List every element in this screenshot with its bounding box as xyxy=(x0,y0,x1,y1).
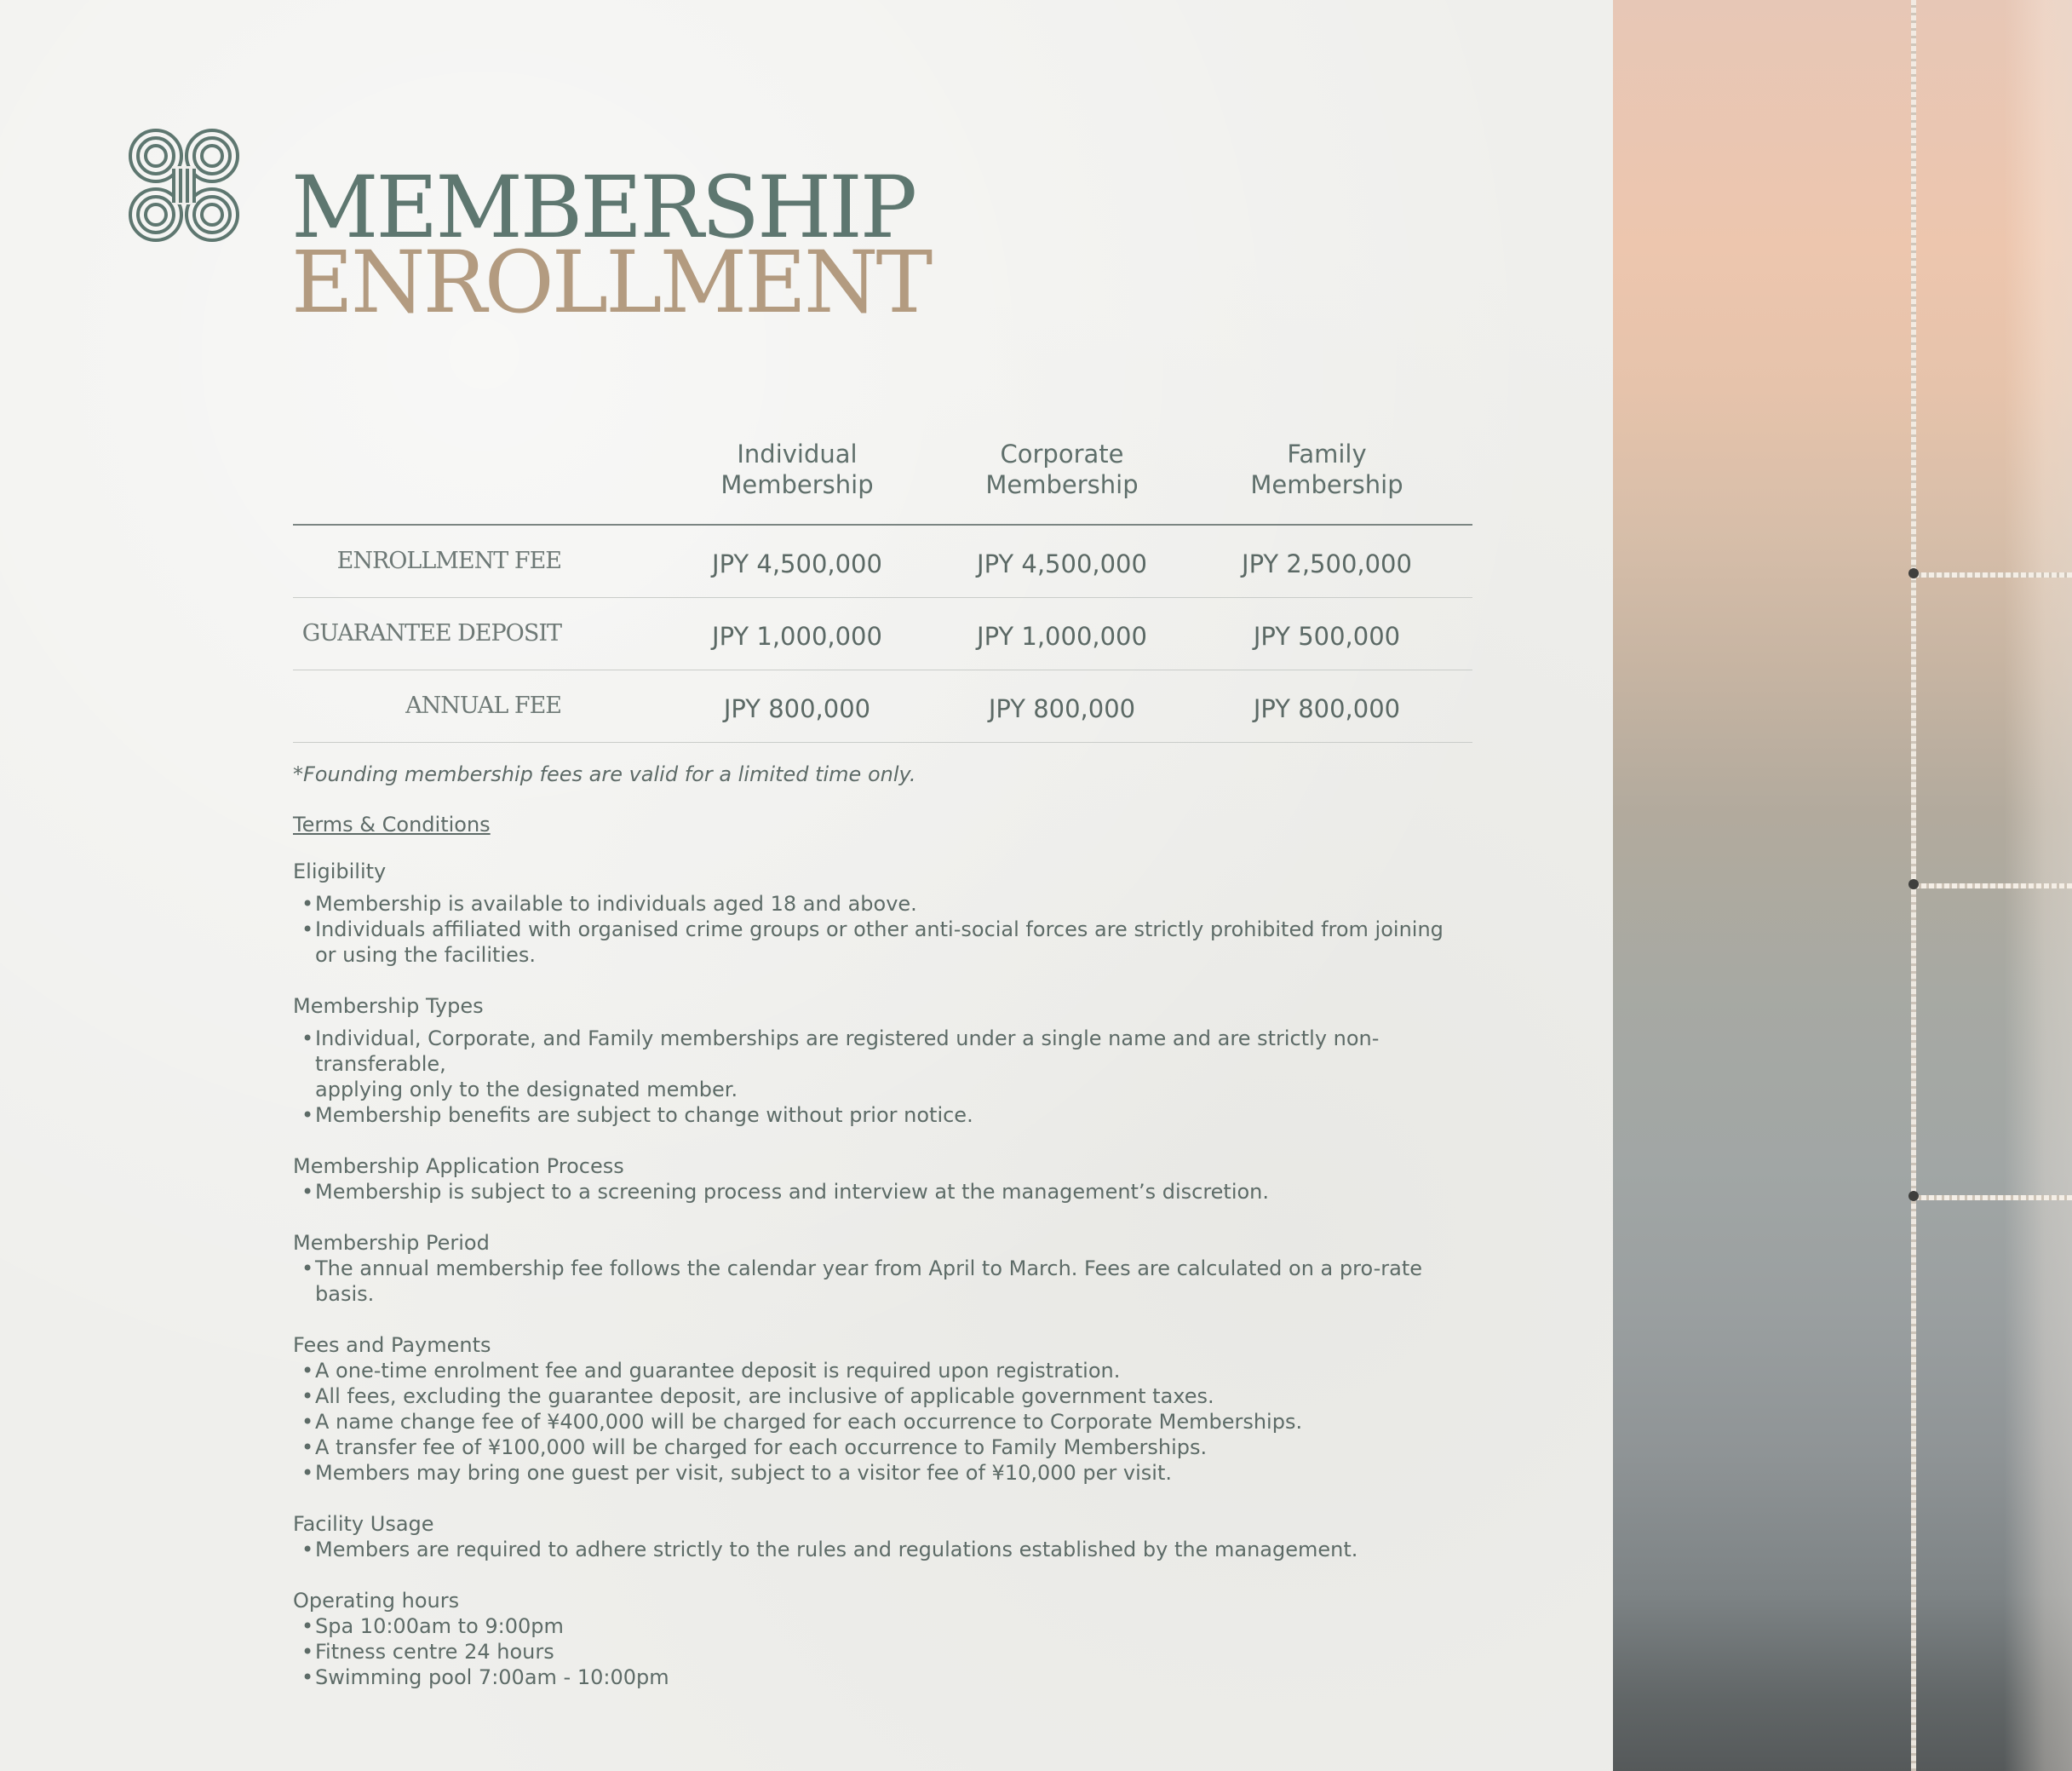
row-label: GUARANTEE DEPOSIT xyxy=(301,620,561,647)
list-item: • Members are required to adhere strictly to the rules and regulations established by the management. xyxy=(301,1537,1485,1562)
rope-horizontal xyxy=(1914,572,2072,578)
table-cell: JPY 800,000 xyxy=(1253,694,1401,723)
rope-horizontal xyxy=(1914,1195,2072,1200)
rope-knot xyxy=(1908,879,1919,889)
title-line-enrollment: ENROLLMENT xyxy=(291,233,931,332)
list-item: • Membership benefits are subject to change without prior notice. xyxy=(301,1102,1485,1128)
rope-horizontal xyxy=(1914,883,2072,888)
column-header-individual: Individual Membership xyxy=(720,440,874,499)
list-item: • A one-time enrolment fee and guarantee deposit is required upon registration. xyxy=(301,1358,1485,1383)
rope-knot xyxy=(1908,568,1919,578)
section-fees-and-payments xyxy=(293,1332,1485,1486)
table-cell: JPY 500,000 xyxy=(1253,622,1401,651)
list-item: • All fees, excluding the guarantee deposit, are inclusive of applicable government taxes. xyxy=(301,1383,1485,1409)
table-cell: JPY 1,000,000 xyxy=(712,622,882,651)
list-item: • Spa 10:00am to 9:00pm xyxy=(301,1613,1485,1639)
founding-fee-note: *Founding membership fees are valid for a limited time only. xyxy=(293,762,916,786)
section-title: Fees and Payments xyxy=(293,1333,491,1357)
list-item: • A transfer fee of ¥100,000 will be charged for each occurrence to Family Memberships. xyxy=(301,1435,1485,1460)
section-title: Membership Types xyxy=(293,994,484,1018)
title-line-membership: MEMBERSHIP xyxy=(291,158,915,257)
table-cell: JPY 800,000 xyxy=(723,694,871,723)
table-cell: JPY 800,000 xyxy=(988,694,1136,723)
section-facility-usage xyxy=(293,1511,1485,1562)
list-item: • A name change fee of ¥400,000 will be charged for each occurrence to Corporate Memberships. xyxy=(301,1409,1485,1435)
section-membership-types xyxy=(293,993,1485,1128)
table-row xyxy=(293,670,1472,743)
side-photo xyxy=(1613,0,2072,1771)
section-operating-hours xyxy=(293,1588,1485,1690)
section-title: Operating hours xyxy=(293,1589,460,1613)
table-row xyxy=(293,526,1472,598)
list-item: • Membership is subject to a screening process and interview at the management’s discretion. xyxy=(301,1179,1485,1205)
interlocking-spiral-logo-icon xyxy=(128,128,240,243)
list-item: • Fitness centre 24 hours xyxy=(301,1639,1485,1665)
fees-table-header xyxy=(293,439,1472,526)
fees-table xyxy=(293,439,1472,743)
list-item: • Members may bring one guest per visit, subject to a visitor fee of ¥10,000 per visit. xyxy=(301,1460,1485,1486)
list-item: • Swimming pool 7:00am - 10:00pm xyxy=(301,1665,1485,1690)
section-application-process xyxy=(293,1153,1485,1205)
section-title: Facility Usage xyxy=(293,1512,434,1536)
table-cell: JPY 2,500,000 xyxy=(1242,549,1412,578)
page-title xyxy=(291,158,931,332)
table-cell: JPY 4,500,000 xyxy=(977,549,1147,578)
list-item: • The annual membership fee follows the calendar year from April to March. Fees are calculated on a pro-rate basis. xyxy=(301,1256,1485,1307)
section-membership-period xyxy=(293,1230,1485,1307)
section-eligibility xyxy=(293,859,1485,968)
rope-knot xyxy=(1908,1191,1919,1201)
row-label: ANNUAL FEE xyxy=(405,693,561,719)
list-item: • Individual, Corporate, and Family memberships are registered under a single name and are strictly non-transferable, applying only to the designated member. xyxy=(301,1026,1485,1102)
column-header-corporate: Corporate Membership xyxy=(985,440,1139,499)
section-title: Eligibility xyxy=(293,860,387,883)
table-cell: JPY 1,000,000 xyxy=(977,622,1147,651)
list-item: • Membership is available to individuals aged 18 and above. xyxy=(301,891,1485,917)
table-row xyxy=(293,598,1472,670)
terms-and-conditions-link[interactable]: Terms & Conditions xyxy=(293,813,491,837)
table-cell: JPY 4,500,000 xyxy=(712,549,882,578)
section-title: Membership Period xyxy=(293,1231,490,1255)
row-label: ENROLLMENT FEE xyxy=(336,548,561,574)
section-title: Membership Application Process xyxy=(293,1154,624,1178)
conditions-list xyxy=(293,859,1485,1716)
list-item: • Individuals affiliated with organised crime groups or other anti-social forces are strictly prohibited from joining or using the facilities. xyxy=(301,917,1485,968)
column-header-family: Family Membership xyxy=(1250,440,1403,499)
